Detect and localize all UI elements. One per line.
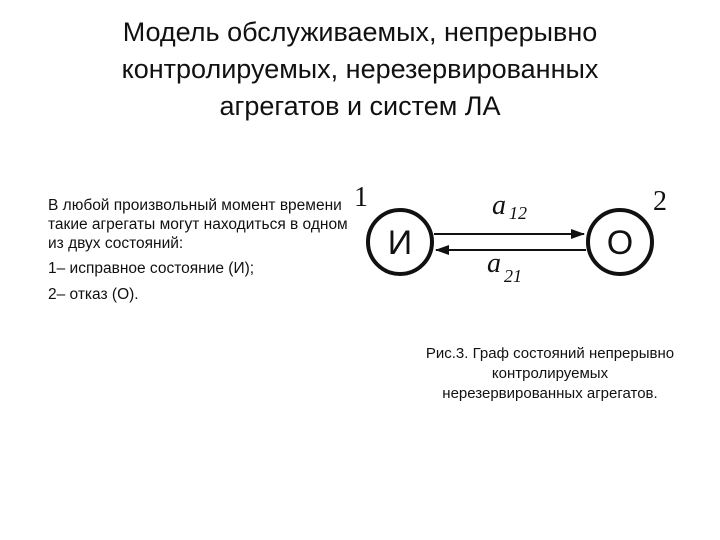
caption-line: нерезервированных агрегатов. xyxy=(442,385,658,402)
edge-1-to-2-symbol: a xyxy=(492,190,506,221)
state-item-1: 1– исправное состояние (И); xyxy=(48,260,255,277)
caption-line: Рис.3. Граф состояний непрерывно xyxy=(425,345,675,362)
description-block xyxy=(48,196,348,304)
node-1-number: 1 xyxy=(354,182,368,213)
node-2-letter: О xyxy=(606,224,634,262)
edge-1-to-2-index: 12 xyxy=(509,203,527,223)
state-item-2: 2– отказ (О). xyxy=(48,286,139,303)
caption-line: контролируемых xyxy=(491,365,609,382)
edge-2-to-1-index: 21 xyxy=(504,266,522,286)
edge-2-to-1-symbol: a xyxy=(487,248,501,279)
title-line: Модель обслуживаемых, непрерывно xyxy=(122,17,598,47)
node-2-number: 2 xyxy=(653,186,667,217)
figure-caption xyxy=(390,344,710,404)
description-paragraph: В любой произвольный момент времени такие агрегаты могут находиться в одном из двух состояний: xyxy=(48,197,348,252)
slide-title xyxy=(60,14,660,125)
edge-2-to-1-label xyxy=(487,248,522,286)
title-line: контролируемых, нерезервированных xyxy=(121,54,599,84)
edge-1-to-2-label xyxy=(492,190,527,223)
title-line: агрегатов и систем ЛА xyxy=(219,91,501,121)
state-graph xyxy=(330,170,690,300)
node-1-letter: И xyxy=(387,224,413,262)
